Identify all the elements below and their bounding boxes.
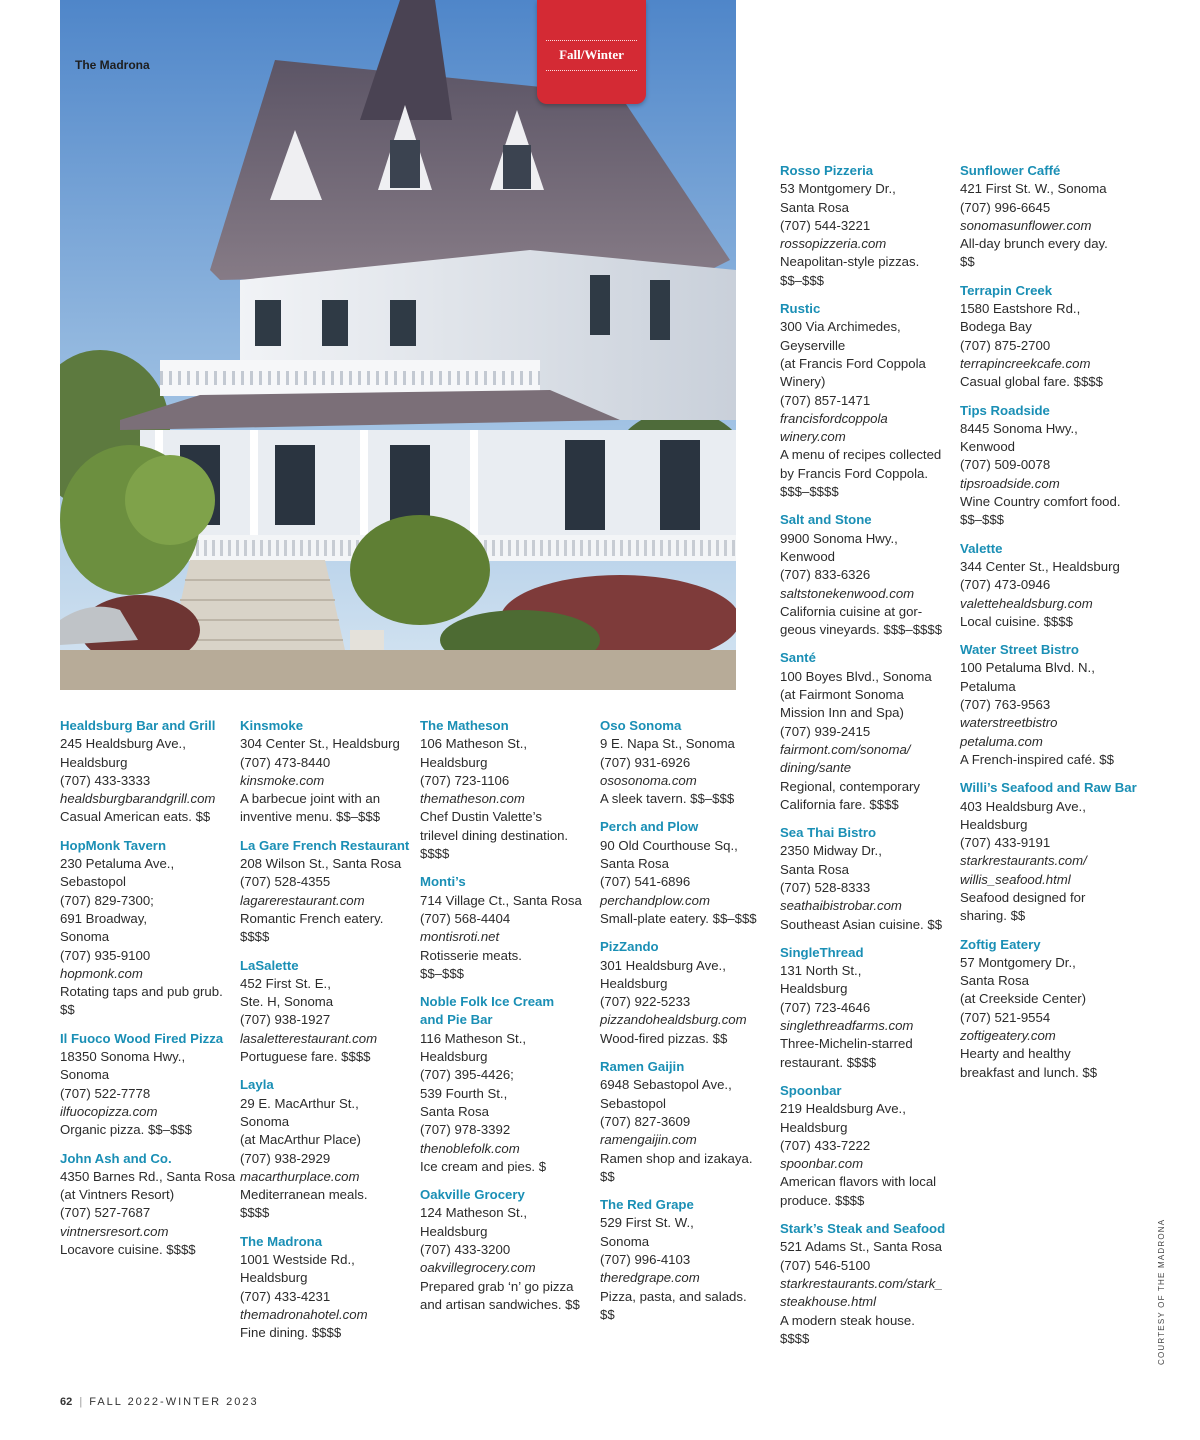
detail-line: American flavors with local xyxy=(780,1174,937,1190)
detail-line: 403 Healdsburg Ave., xyxy=(960,798,1086,814)
detail-line: Santa Rosa xyxy=(780,199,849,215)
detail-line: Sebastopol xyxy=(60,874,126,890)
detail-line: inventive menu. $$–$$$ xyxy=(240,809,381,825)
detail-line: 301 Healdsburg Ave., xyxy=(600,957,726,973)
detail-line: 100 Boyes Blvd., Sonoma xyxy=(780,668,932,684)
restaurant-name: Valette xyxy=(960,540,1003,556)
detail-line: 6948 Sebastopol Ave., xyxy=(600,1077,732,1093)
detail-line: sharing. $$ xyxy=(960,908,1026,924)
website-text: dining/sante xyxy=(780,760,852,776)
restaurant-name: Terrapin Creek xyxy=(960,282,1053,298)
detail-line: (at Creekside Center) xyxy=(960,991,1087,1007)
listing-column-6 xyxy=(960,162,1138,1092)
detail-line: Fine dining. $$$$ xyxy=(240,1325,342,1341)
detail-line: (707) 935-9100 xyxy=(60,947,151,963)
detail-line: Bodega Bay xyxy=(960,319,1032,335)
detail-line: A French-inspired café. $$ xyxy=(960,751,1114,767)
restaurant-entry xyxy=(240,717,418,827)
restaurant-entry xyxy=(780,824,958,934)
restaurant-entry xyxy=(780,300,958,501)
restaurant-name: La Gare French Restaurant xyxy=(240,837,410,853)
photo-caption: The Madrona xyxy=(75,58,150,72)
restaurant-entry xyxy=(240,957,418,1067)
website-text: fairmont.com/sonoma/ xyxy=(780,741,911,757)
restaurant-name: and Pie Bar xyxy=(420,1012,493,1028)
restaurant-entry xyxy=(240,837,418,947)
detail-line: Healdsburg xyxy=(420,754,488,770)
detail-line: (707) 996-4103 xyxy=(600,1252,691,1268)
detail-line: produce. $$$$ xyxy=(780,1192,865,1208)
detail-line: Southeast Asian cuisine. $$ xyxy=(780,916,943,932)
detail-line: Small-plate eatery. $$–$$$ xyxy=(600,910,757,926)
detail-line: (707) 931-6926 xyxy=(600,754,691,770)
restaurant-name: John Ash and Co. xyxy=(60,1150,172,1166)
detail-line: Healdsburg xyxy=(60,754,128,770)
detail-line: Locavore cuisine. $$$$ xyxy=(60,1242,196,1258)
detail-line: (707) 433-3333 xyxy=(60,772,151,788)
detail-line: (707) 857-1471 xyxy=(780,392,871,408)
restaurant-name: Oakville Grocery xyxy=(420,1187,525,1203)
issue-date: FALL 2022-WINTER 2023 xyxy=(89,1396,259,1408)
detail-line: $$ xyxy=(960,254,975,270)
detail-line: (707) 723-1106 xyxy=(420,772,510,788)
detail-line: Casual American eats. $$ xyxy=(60,809,211,825)
detail-line: A menu of recipes collected xyxy=(780,447,942,463)
photo-credit: COURTESY OF THE MADRONA xyxy=(1157,1218,1166,1365)
detail-line: (707) 829-7300; xyxy=(60,892,154,908)
detail-line: Kenwood xyxy=(780,548,835,564)
detail-line: 8445 Sonoma Hwy., xyxy=(960,420,1078,436)
detail-line: (707) 938-1927 xyxy=(240,1012,331,1028)
detail-line: Healdsburg xyxy=(240,1270,308,1286)
detail-line: Hearty and healthy xyxy=(960,1046,1071,1062)
restaurant-entry xyxy=(780,944,958,1072)
website-text: francisfordcoppola xyxy=(780,410,888,426)
detail-line: 300 Via Archimedes, xyxy=(780,319,901,335)
detail-line: Wood-fired pizzas. $$ xyxy=(600,1030,728,1046)
detail-line: (707) 544-3221 xyxy=(780,217,871,233)
website-text: waterstreetbistro xyxy=(960,715,1058,731)
detail-line: (707) 922-5233 xyxy=(600,994,691,1010)
detail-line: (707) 473-8440 xyxy=(240,754,331,770)
detail-line: 539 Fourth St., xyxy=(420,1085,508,1101)
detail-line: 1580 Eastshore Rd., xyxy=(960,301,1081,317)
detail-line: Kenwood xyxy=(960,439,1015,455)
detail-line: 691 Broadway, xyxy=(60,910,147,926)
detail-line: Rotating taps and pub grub. xyxy=(60,984,223,1000)
detail-line: Winery) xyxy=(780,374,826,390)
detail-line: Mission Inn and Spa) xyxy=(780,705,904,721)
detail-line: 521 Adams St., Santa Rosa xyxy=(780,1239,943,1255)
detail-line: 9900 Sonoma Hwy., xyxy=(780,530,898,546)
detail-line: Healdsburg xyxy=(780,981,848,997)
detail-line: (707) 827-3609 xyxy=(600,1113,691,1129)
website-text: spoonbar.com xyxy=(780,1156,864,1172)
detail-line: (at MacArthur Place) xyxy=(240,1132,361,1148)
restaurant-entry xyxy=(780,649,958,814)
website-text: themadronahotel.com xyxy=(240,1306,368,1322)
detail-line: 4350 Barnes Rd., Santa Rosa xyxy=(60,1168,236,1184)
website-text: starkrestaurants.com/stark_ xyxy=(780,1275,943,1291)
detail-line: $$$$ xyxy=(240,1205,270,1221)
detail-line: 230 Petaluma Ave., xyxy=(60,856,175,872)
restaurant-entry xyxy=(960,641,1138,769)
page-footer xyxy=(60,1396,259,1408)
restaurant-name: Tips Roadside xyxy=(960,402,1050,418)
detail-line: Santa Rosa xyxy=(960,973,1029,989)
website-text: montisroti.net xyxy=(420,929,500,945)
website-text: oakvillegrocery.com xyxy=(420,1260,536,1276)
footer-separator: | xyxy=(79,1396,83,1408)
detail-line: Three-Michelin-starred xyxy=(780,1036,913,1052)
detail-line: Healdsburg xyxy=(420,1223,488,1239)
listing-column-5 xyxy=(780,162,958,1358)
detail-line: Sonoma xyxy=(240,1113,290,1129)
detail-line: Ramen shop and izakaya. xyxy=(600,1150,753,1166)
restaurant-name: Stark’s Steak and Seafood xyxy=(780,1221,946,1237)
detail-line: (707) 541-6896 xyxy=(600,874,691,890)
detail-line: Santa Rosa xyxy=(780,861,849,877)
website-text: sonomasunflower.com xyxy=(960,217,1092,233)
website-text: tipsroadside.com xyxy=(960,475,1060,491)
website-text: saltstonekenwood.com xyxy=(780,585,915,601)
listing-column-2 xyxy=(240,717,418,1353)
website-text: macarthurplace.com xyxy=(240,1168,360,1184)
detail-line: (707) 528-4355 xyxy=(240,874,331,890)
detail-line: Geyserville xyxy=(780,337,846,353)
detail-line: 714 Village Ct., Santa Rosa xyxy=(420,892,582,908)
restaurant-entry xyxy=(960,540,1138,631)
detail-line: $$–$$$ xyxy=(960,512,1005,528)
restaurant-name: LaSalette xyxy=(240,957,299,973)
detail-line: Chef Dustin Valette’s xyxy=(420,809,542,825)
detail-line: and artisan sandwiches. $$ xyxy=(420,1296,580,1312)
detail-line: California cuisine at gor- xyxy=(780,603,923,619)
detail-line: 452 First St. E., xyxy=(240,975,331,991)
listing-column-3 xyxy=(420,717,598,1324)
detail-line: 124 Matheson St., xyxy=(420,1205,528,1221)
page-number: 62 xyxy=(60,1396,73,1408)
detail-line: (at Vintners Resort) xyxy=(60,1187,175,1203)
detail-line: $$–$$$ xyxy=(780,272,825,288)
detail-line: 53 Montgomery Dr., xyxy=(780,181,896,197)
detail-line: Local cuisine. $$$$ xyxy=(960,613,1073,629)
detail-line: (707) 938-2929 xyxy=(240,1150,331,1166)
season-label: Fall/Winter xyxy=(559,47,624,62)
detail-line: Healdsburg xyxy=(960,816,1028,832)
detail-line: $$$$ xyxy=(240,929,270,945)
detail-line: Neapolitan-style pizzas. xyxy=(780,254,920,270)
detail-line: 529 First St. W., xyxy=(600,1215,694,1231)
restaurant-name: Kinsmoke xyxy=(240,718,304,733)
detail-line: Healdsburg xyxy=(420,1049,488,1065)
season-tab xyxy=(537,0,646,104)
detail-line: $$ xyxy=(600,1168,615,1184)
detail-line: $$$$ xyxy=(780,1330,810,1346)
website-text: winery.com xyxy=(780,429,846,445)
restaurant-entry xyxy=(240,1076,418,1222)
detail-line: restaurant. $$$$ xyxy=(780,1054,877,1070)
restaurant-name: HopMonk Tavern xyxy=(60,837,166,853)
restaurant-name: Monti’s xyxy=(420,874,466,890)
website-text: thematheson.com xyxy=(420,791,525,807)
detail-line: geous vineyards. $$$–$$$$ xyxy=(780,622,943,638)
restaurant-entry xyxy=(60,717,238,827)
restaurant-name: Water Street Bistro xyxy=(960,642,1079,658)
detail-line: (707) 568-4404 xyxy=(420,910,511,926)
website-text: terrapincreekcafe.com xyxy=(960,355,1091,371)
detail-line: 18350 Sonoma Hwy., xyxy=(60,1049,186,1065)
detail-line: 29 E. MacArthur St., xyxy=(240,1095,359,1111)
website-text: steakhouse.html xyxy=(780,1294,877,1310)
restaurant-name: Layla xyxy=(240,1077,274,1093)
detail-line: Sonoma xyxy=(60,1067,110,1083)
detail-line: Ice cream and pies. $ xyxy=(420,1158,547,1174)
detail-line: (707) 395-4426; xyxy=(420,1067,514,1083)
detail-line: Regional, contemporary xyxy=(780,778,921,794)
website-text: ramengaijin.com xyxy=(600,1132,697,1148)
detail-line: Santa Rosa xyxy=(600,856,669,872)
restaurant-entry xyxy=(600,1196,778,1324)
detail-line: trilevel dining destination. xyxy=(420,827,569,843)
detail-line: $$$–$$$$ xyxy=(780,484,839,500)
restaurant-name: Salt and Stone xyxy=(780,512,872,528)
restaurant-name: Noble Folk Ice Cream xyxy=(420,994,555,1010)
detail-line: (707) 522-7778 xyxy=(60,1085,151,1101)
detail-line: (707) 939-2415 xyxy=(780,723,871,739)
detail-line: 100 Petaluma Blvd. N., xyxy=(960,660,1095,676)
detail-line: Pizza, pasta, and salads. xyxy=(600,1288,747,1304)
website-text: zoftigeatery.com xyxy=(960,1028,1056,1044)
restaurant-entry xyxy=(240,1233,418,1343)
restaurant-entry xyxy=(780,162,958,290)
website-text: seathaibistrobar.com xyxy=(780,898,902,914)
restaurant-name: Santé xyxy=(780,650,816,666)
restaurant-entry xyxy=(600,1058,778,1186)
detail-line: (707) 433-4231 xyxy=(240,1288,331,1304)
detail-line: (707) 723-4646 xyxy=(780,999,871,1015)
website-text: petaluma.com xyxy=(960,733,1043,749)
detail-line: Seafood designed for xyxy=(960,889,1086,905)
detail-line: (at Francis Ford Coppola xyxy=(780,355,926,371)
detail-line: $$ xyxy=(600,1306,615,1322)
restaurant-entry xyxy=(960,162,1138,272)
detail-line: by Francis Ford Coppola. xyxy=(780,465,929,481)
detail-line: Sonoma xyxy=(600,1233,650,1249)
website-text: rossopizzeria.com xyxy=(780,236,887,252)
restaurant-name: Rosso Pizzeria xyxy=(780,163,874,178)
detail-line: Santa Rosa xyxy=(420,1103,489,1119)
detail-line: (707) 433-9191 xyxy=(960,835,1051,851)
website-text: hopmonk.com xyxy=(60,965,143,981)
detail-line: (707) 763-9563 xyxy=(960,697,1051,713)
tab-rule-bottom xyxy=(546,70,637,71)
restaurant-entry xyxy=(780,1220,958,1348)
restaurant-entry xyxy=(600,717,778,808)
website-text: healdsburgbarandgrill.com xyxy=(60,791,216,807)
restaurant-name: Sea Thai Bistro xyxy=(780,825,877,841)
detail-line: (707) 875-2700 xyxy=(960,337,1051,353)
restaurant-name: Il Fuoco Wood Fired Pizza xyxy=(60,1030,224,1046)
restaurant-name: Healdsburg Bar and Grill xyxy=(60,718,216,733)
detail-line: Sebastopol xyxy=(600,1095,666,1111)
detail-line: 219 Healdsburg Ave., xyxy=(780,1101,906,1117)
detail-line: Romantic French eatery. xyxy=(240,910,384,926)
detail-line: (707) 528-8333 xyxy=(780,879,871,895)
restaurant-entry xyxy=(420,993,598,1176)
website-text: theredgrape.com xyxy=(600,1270,700,1286)
restaurant-name: Willi’s Seafood and Raw Bar xyxy=(960,780,1137,796)
restaurant-entry xyxy=(420,873,598,983)
restaurant-entry xyxy=(960,936,1138,1082)
detail-line: A sleek tavern. $$–$$$ xyxy=(600,791,735,807)
restaurant-entry xyxy=(420,717,598,863)
restaurant-name: Sunflower Caffé xyxy=(960,163,1061,178)
website-text: starkrestaurants.com/ xyxy=(960,853,1087,869)
website-text: thenoblefolk.com xyxy=(420,1140,520,1156)
website-text: willis_seafood.html xyxy=(960,871,1071,887)
restaurant-name: The Madrona xyxy=(240,1233,323,1249)
detail-line: Portuguese fare. $$$$ xyxy=(240,1049,371,1065)
restaurant-entry xyxy=(780,1082,958,1210)
website-text: valettehealdsburg.com xyxy=(960,595,1093,611)
detail-line: $$$$ xyxy=(420,846,450,862)
website-text: singlethreadfarms.com xyxy=(780,1018,914,1034)
detail-line: Rotisserie meats. xyxy=(420,947,522,963)
website-text: pizzandohealdsburg.com xyxy=(600,1012,747,1028)
restaurant-entry xyxy=(420,1186,598,1314)
detail-line: Sonoma xyxy=(60,929,110,945)
detail-line: 344 Center St., Healdsburg xyxy=(960,558,1120,574)
listing-column-4 xyxy=(600,717,778,1334)
detail-line: (707) 527-7687 xyxy=(60,1205,151,1221)
detail-line: 106 Matheson St., xyxy=(420,736,528,752)
detail-line: 57 Montgomery Dr., xyxy=(960,954,1076,970)
detail-line: 131 North St., xyxy=(780,963,862,979)
restaurant-entry xyxy=(960,402,1138,530)
restaurant-name: Ramen Gaijin xyxy=(600,1059,685,1075)
detail-line: 208 Wilson St., Santa Rosa xyxy=(240,856,402,872)
detail-line: $$–$$$ xyxy=(420,965,465,981)
detail-line: Mediterranean meals. xyxy=(240,1187,368,1203)
detail-line: (707) 521-9554 xyxy=(960,1009,1051,1025)
detail-line: A modern steak house. xyxy=(780,1312,915,1328)
detail-line: breakfast and lunch. $$ xyxy=(960,1064,1098,1080)
detail-line: Wine Country comfort food. xyxy=(960,494,1121,510)
restaurant-name: Zoftig Eatery xyxy=(960,936,1041,952)
website-text: lagarerestaurant.com xyxy=(240,892,365,908)
restaurant-entry xyxy=(60,837,238,1020)
detail-line: (at Fairmont Sonoma xyxy=(780,687,904,703)
detail-line: Healdsburg xyxy=(600,975,668,991)
restaurant-name: PizZando xyxy=(600,939,659,955)
detail-line: Petaluma xyxy=(960,678,1016,694)
detail-line: 116 Matheson St., xyxy=(420,1030,527,1046)
restaurant-entry xyxy=(960,282,1138,392)
detail-line: 245 Healdsburg Ave., xyxy=(60,736,186,752)
detail-line: (707) 433-7222 xyxy=(780,1137,871,1153)
detail-line: $$ xyxy=(60,1002,75,1018)
detail-line: (707) 978-3392 xyxy=(420,1122,511,1138)
website-text: ilfuocopizza.com xyxy=(60,1103,158,1119)
restaurant-name: Rustic xyxy=(780,301,821,317)
detail-line: 304 Center St., Healdsburg xyxy=(240,736,400,752)
detail-line: (707) 433-3200 xyxy=(420,1242,511,1258)
restaurant-name: SingleThread xyxy=(780,944,864,960)
detail-line: All-day brunch every day. xyxy=(960,236,1108,252)
restaurant-entry xyxy=(780,511,958,639)
detail-line: 421 First St. W., Sonoma xyxy=(960,181,1107,197)
detail-line: Prepared grab ‘n’ go pizza xyxy=(420,1278,574,1294)
website-text: ososonoma.com xyxy=(600,772,697,788)
detail-line: 1001 Westside Rd., xyxy=(240,1252,355,1268)
detail-line: 2350 Midway Dr., xyxy=(780,843,882,859)
detail-line: 9 E. Napa St., Sonoma xyxy=(600,736,735,752)
restaurant-name: The Red Grape xyxy=(600,1197,694,1213)
detail-line: Casual global fare. $$$$ xyxy=(960,374,1103,390)
restaurant-entry xyxy=(960,779,1138,925)
website-text: kinsmoke.com xyxy=(240,772,325,788)
restaurant-name: Perch and Plow xyxy=(600,819,699,835)
detail-line: 90 Old Courthouse Sq., xyxy=(600,837,738,853)
detail-line: Healdsburg xyxy=(780,1119,848,1135)
detail-line: Organic pizza. $$–$$$ xyxy=(60,1122,192,1138)
restaurant-name: The Matheson xyxy=(420,718,509,733)
detail-line: Ste. H, Sonoma xyxy=(240,994,334,1010)
listing-column-1 xyxy=(60,717,238,1269)
restaurant-entry xyxy=(60,1030,238,1140)
detail-line: (707) 546-5100 xyxy=(780,1257,871,1273)
website-text: perchandplow.com xyxy=(600,892,710,908)
tab-rule-top xyxy=(546,40,637,41)
restaurant-name: Spoonbar xyxy=(780,1082,842,1098)
website-text: vintnersresort.com xyxy=(60,1223,169,1239)
restaurant-name: Oso Sonoma xyxy=(600,718,682,733)
detail-line: (707) 833-6326 xyxy=(780,567,871,583)
detail-line: (707) 509-0078 xyxy=(960,457,1051,473)
detail-line: A barbecue joint with an xyxy=(240,791,381,807)
restaurant-entry xyxy=(600,818,778,928)
detail-line: California fare. $$$$ xyxy=(780,796,899,812)
restaurant-entry xyxy=(600,938,778,1048)
restaurant-entry xyxy=(60,1150,238,1260)
detail-line: (707) 473-0946 xyxy=(960,577,1051,593)
website-text: lasaletterestaurant.com xyxy=(240,1030,378,1046)
detail-line: (707) 996-6645 xyxy=(960,199,1051,215)
